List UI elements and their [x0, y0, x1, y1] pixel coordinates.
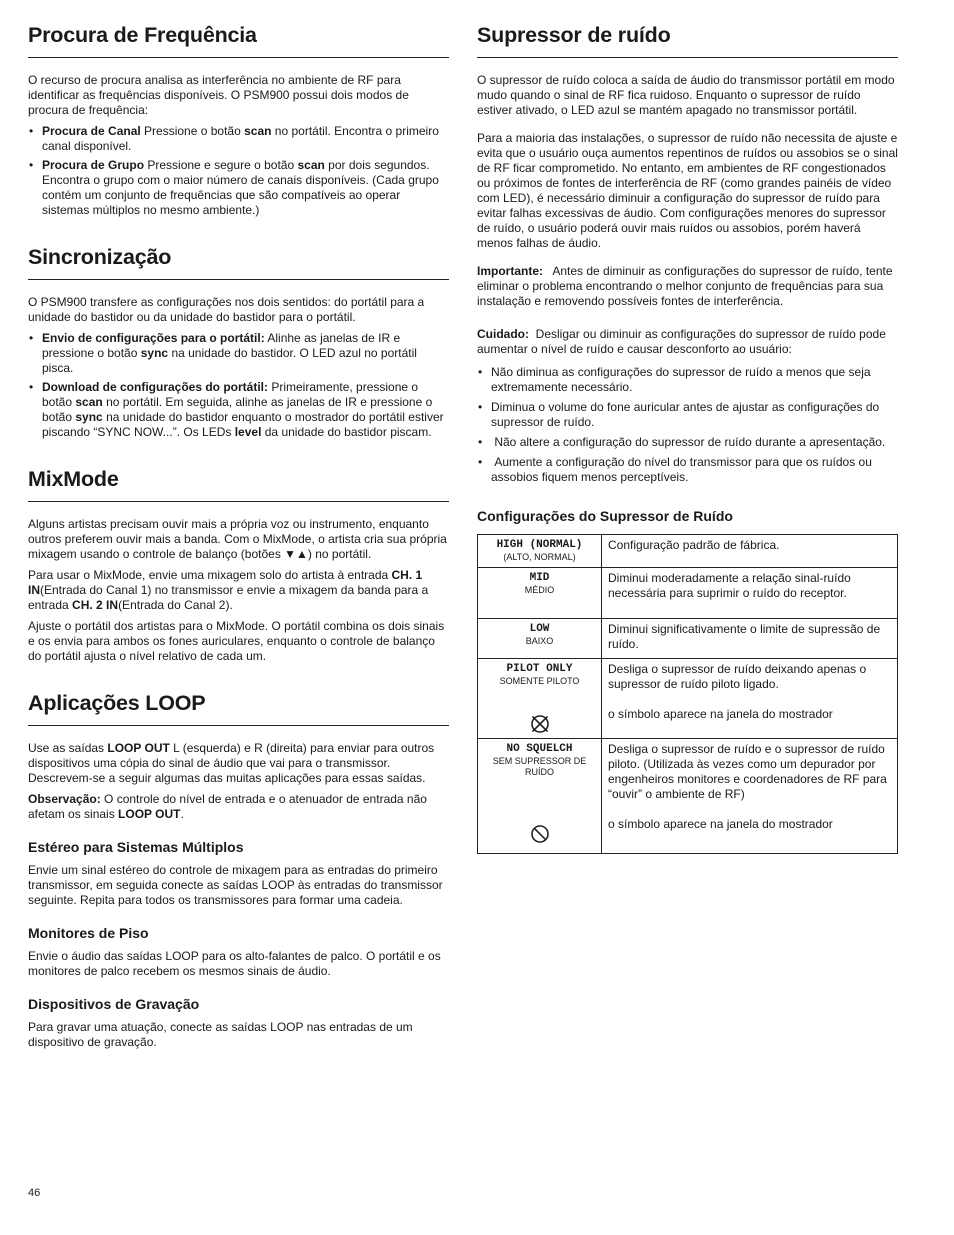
- bullet-text: Alinhe as janelas de IR e pressione o botão: [42, 331, 401, 360]
- subheading-recording-devices: Dispositivos de Gravação: [28, 996, 200, 1012]
- text-keyword: CH. 1 IN: [28, 568, 423, 597]
- setting-description: Desliga o supressor de ruído deixando apenas o supressor de ruído piloto ligado.: [608, 662, 867, 691]
- setting-sub: MÉDIO: [524, 585, 555, 595]
- loop-paragraph-1: [28, 741, 449, 786]
- caution-label: Cuidado:: [477, 327, 529, 341]
- no-squelch-symbol-icon: [530, 824, 550, 844]
- section-heading-mixmode: MixMode: [28, 464, 449, 502]
- floor-monitors-text: Envie o áudio das saídas LOOP para os alto-falantes de palco. O portátil e os monitores de palco recebem os mesmos sinais de áudio.: [28, 949, 441, 978]
- text-run: Para usar o MixMode, envie uma mixagem solo do artista à entrada: [28, 568, 392, 582]
- list-item: [28, 158, 449, 218]
- bullet-text: Pressione e segure o botão: [144, 158, 298, 172]
- text-keyword: LOOP OUT: [118, 807, 181, 821]
- table-heading-squelch-settings: Configurações do Supressor de Ruído: [477, 508, 733, 524]
- text-run: O controle do nível de entrada e o atenuador de entrada não afetam os sinais: [28, 792, 427, 821]
- section-heading-sync: Sincronização: [28, 242, 449, 280]
- text-keyword: LOOP OUT: [107, 741, 170, 755]
- important-label: Importante:: [477, 264, 543, 278]
- setting-sub: BAIXO: [525, 636, 554, 646]
- setting-label-cell: [478, 535, 602, 568]
- list-item: [28, 124, 449, 154]
- caution-text: Desligar ou diminuir as configurações do supressor de ruído pode aumentar o nível de ruído e causar desconforto ao usuário:: [477, 327, 890, 356]
- table-row: [478, 659, 898, 739]
- text-run: Use as saídas: [28, 741, 108, 755]
- section-heading-frequency-scan: Procura de Frequência: [28, 20, 449, 58]
- stereo-multiple-text: Envie um sinal estéreo do controle de mixagem para as entradas do primeiro transmissor, em seguida conecte as saídas LOOP às entradas do transmissor seguinte. Repita para todos os transmissores para formar uma cadeia.: [28, 863, 443, 907]
- setting-code: NO SQUELCH: [506, 743, 573, 755]
- section-heading-squelch: Supressor de ruído: [477, 20, 898, 58]
- bullet-text: por dois segundos. Encontra o grupo com o maior número de canais disponíveis. (Cada grupo contém um conjunto de frequências que são compatíveis ao operar sistemas múltiplos no mesmo ambiente.): [42, 158, 439, 217]
- setting-description-cell: [602, 659, 898, 739]
- table-row: [478, 619, 898, 659]
- left-column: [28, 20, 449, 1056]
- bullet-keyword: scan: [75, 395, 103, 409]
- setting-note: o símbolo aparece na janela do mostrador: [608, 817, 833, 831]
- bullet-text: Pressione o botão: [140, 124, 245, 138]
- text-run: (Entrada do Canal 2).: [118, 598, 233, 612]
- bullet-title: Envio de configurações para o portátil:: [42, 331, 265, 345]
- setting-label-cell: [478, 619, 602, 659]
- list-item: • Diminua o volume do fone auricular antes de ajustar as configurações do supressor de ruído.: [477, 400, 898, 430]
- bullet-text: na unidade do bastidor enquanto o mostrador do portátil estiver piscando “SYNC NOW...”. Os LEDs: [42, 410, 444, 439]
- bullet-text: no portátil. Encontra o primeiro canal disponível.: [42, 124, 439, 153]
- mixmode-paragraph-2: [28, 568, 449, 613]
- bullet-title: Download de configurações do portátil:: [42, 380, 269, 394]
- setting-code: PILOT ONLY: [506, 663, 573, 675]
- table-row: [478, 739, 898, 854]
- section-heading-loop: Aplicações LOOP: [28, 688, 449, 726]
- pilot-only-symbol-icon: [530, 714, 550, 734]
- squelch-paragraph-2: Para a maioria das instalações, o supressor de ruído não necessita de ajuste e evita que o usuário ouça aumentos repentinos de ruídos ou assobios se o sinal de RF ficar comprometido. No entanto, em ambientes de RF congestionados ou próximos de fontes de interferência de RF (como grandes painéis de vídeo com LED), é necessário diminuir a configuração do supressor de ruído para evitar falhas excessivas de áudio. Com configurações menores do supressor de ruído, o usuário poderá ouvir mais ruídos ou assobios, porém haverá menos falhas de áudio.: [477, 131, 898, 250]
- caution-note: [477, 327, 898, 357]
- setting-description-cell: [602, 619, 898, 659]
- setting-sub: SEM SUPRESSOR DE RUÍDO: [492, 756, 587, 777]
- setting-code: HIGH (NORMAL): [496, 539, 583, 551]
- bullet-keyword: scan: [297, 158, 325, 172]
- setting-sub: SOMENTE PILOTO: [499, 676, 580, 686]
- list-item: • Aumente a configuração do nível do transmissor para que os ruídos ou assobios fiquem menos perceptíveis.: [477, 455, 898, 485]
- setting-description: Diminui moderadamente a relação sinal-ruído necessária para suprimir o ruído do receptor.: [608, 571, 851, 600]
- mixmode-paragraph-3: Ajuste o portátil dos artistas para o MixMode. O portátil combina os dois sinais e os envia para ambos os fones auriculares, enquanto o controle de balanço do portátil ajusta o nível relativo de cada um.: [28, 619, 445, 663]
- recording-devices-text: Para gravar uma atuação, conecte as saídas LOOP nas entradas de um dispositivo de gravação.: [28, 1020, 413, 1049]
- text-run: .: [180, 807, 184, 821]
- list-item: • Não altere a configuração do supressor de ruído durante a apresentação.: [477, 435, 898, 450]
- setting-description-cell: [602, 535, 898, 568]
- setting-label-cell: [478, 659, 602, 739]
- sync-intro: O PSM900 transfere as configurações nos dois sentidos: do portátil para a unidade do bastidor ou da unidade do bastidor para o portátil.: [28, 295, 425, 324]
- page-number: 46: [28, 1187, 41, 1199]
- sync-list: [28, 331, 449, 440]
- setting-description-cell: [602, 568, 898, 619]
- setting-description-cell: [602, 739, 898, 854]
- setting-code: MID: [529, 572, 550, 584]
- mixmode-paragraph-1: Alguns artistas precisam ouvir mais a própria voz ou instrumento, enquanto outros preferem ouvir mais a banda. Com o MixMode, o artista cria sua própria mixagem usando o controle de balanço (botões ▼▲) no portátil.: [28, 517, 447, 561]
- bullet-keyword: sync: [140, 346, 169, 360]
- list-item: [28, 331, 449, 376]
- squelch-paragraph-1: O supressor de ruído coloca a saída de áudio do transmissor portátil em modo mudo quando o sinal de RF fica ruidoso. Enquanto o supressor de ruído estiver ativado, o LED azul se mantém apagado no transmissor portátil.: [477, 73, 895, 117]
- list-item: • Não diminua as configurações do supressor de ruído a menos que seja extremamente necessário.: [477, 365, 898, 395]
- loop-note: [28, 792, 449, 822]
- bullet-title: Procura de Grupo: [42, 158, 145, 172]
- bullet-keyword: sync: [75, 410, 103, 424]
- frequency-scan-intro: O recurso de procura analisa as interferência no ambiente de RF para identificar as frequências disponíveis. O PSM900 possui dois modos de procura de frequência:: [28, 73, 409, 117]
- setting-description: Desliga o supressor de ruído e o supressor de ruído piloto. (Utilizada às vezes como um depurador por engenheiros monitores e coordenadores de RF para “ouvir” o ambiente de RF): [608, 742, 887, 801]
- important-text: Antes de diminuir as configurações do supressor de ruído, tente eliminar o problema encontrando o melhor conjunto de frequências para sua instalação e removendo possíveis fontes de interferência.: [477, 264, 896, 308]
- setting-label-cell: [478, 568, 602, 619]
- note-label: Observação:: [28, 792, 101, 806]
- squelch-settings-table: [477, 534, 898, 854]
- setting-note: o símbolo aparece na janela do mostrador: [608, 707, 833, 721]
- right-column: [477, 20, 898, 854]
- bullet-title: Procura de Canal: [42, 124, 141, 138]
- subheading-stereo-multiple: Estéreo para Sistemas Múltiplos: [28, 839, 244, 855]
- caution-list: [477, 365, 898, 485]
- text-run: L (esquerda) e R (direita) para enviar para outros dispositivos uma cópia do sinal de áudio que vai para o transmissor. Descrevem-se a seguir algumas das muitas aplicações para essas saídas.: [28, 741, 435, 785]
- setting-description: Configuração padrão de fábrica.: [608, 538, 780, 552]
- list-item: [28, 380, 449, 440]
- bullet-text: na unidade do bastidor. O LED azul no portátil pisca.: [42, 346, 417, 375]
- important-note: [477, 264, 898, 309]
- setting-description: Diminui significativamente o limite de supressão de ruído.: [608, 622, 881, 651]
- subheading-floor-monitors: Monitores de Piso: [28, 925, 149, 941]
- bullet-text: da unidade do bastidor piscam.: [261, 425, 432, 439]
- table-row: [478, 568, 898, 619]
- setting-sub: (ALTO, NORMAL): [503, 552, 576, 562]
- table-row: [478, 535, 898, 568]
- frequency-scan-list: [28, 124, 449, 218]
- setting-code: LOW: [529, 623, 550, 635]
- bullet-text: no portátil. Em seguida, alinhe as janelas de IR e pressione o botão: [42, 395, 433, 424]
- setting-label-cell: [478, 739, 602, 854]
- text-run: (Entrada do Canal 1) no transmissor e envie a mixagem da banda para a entrada: [28, 583, 429, 612]
- bullet-text: Primeiramente, pressione o botão: [42, 380, 419, 409]
- text-keyword: CH. 2 IN: [72, 598, 119, 612]
- bullet-keyword: level: [234, 425, 262, 439]
- bullet-keyword: scan: [244, 124, 272, 138]
